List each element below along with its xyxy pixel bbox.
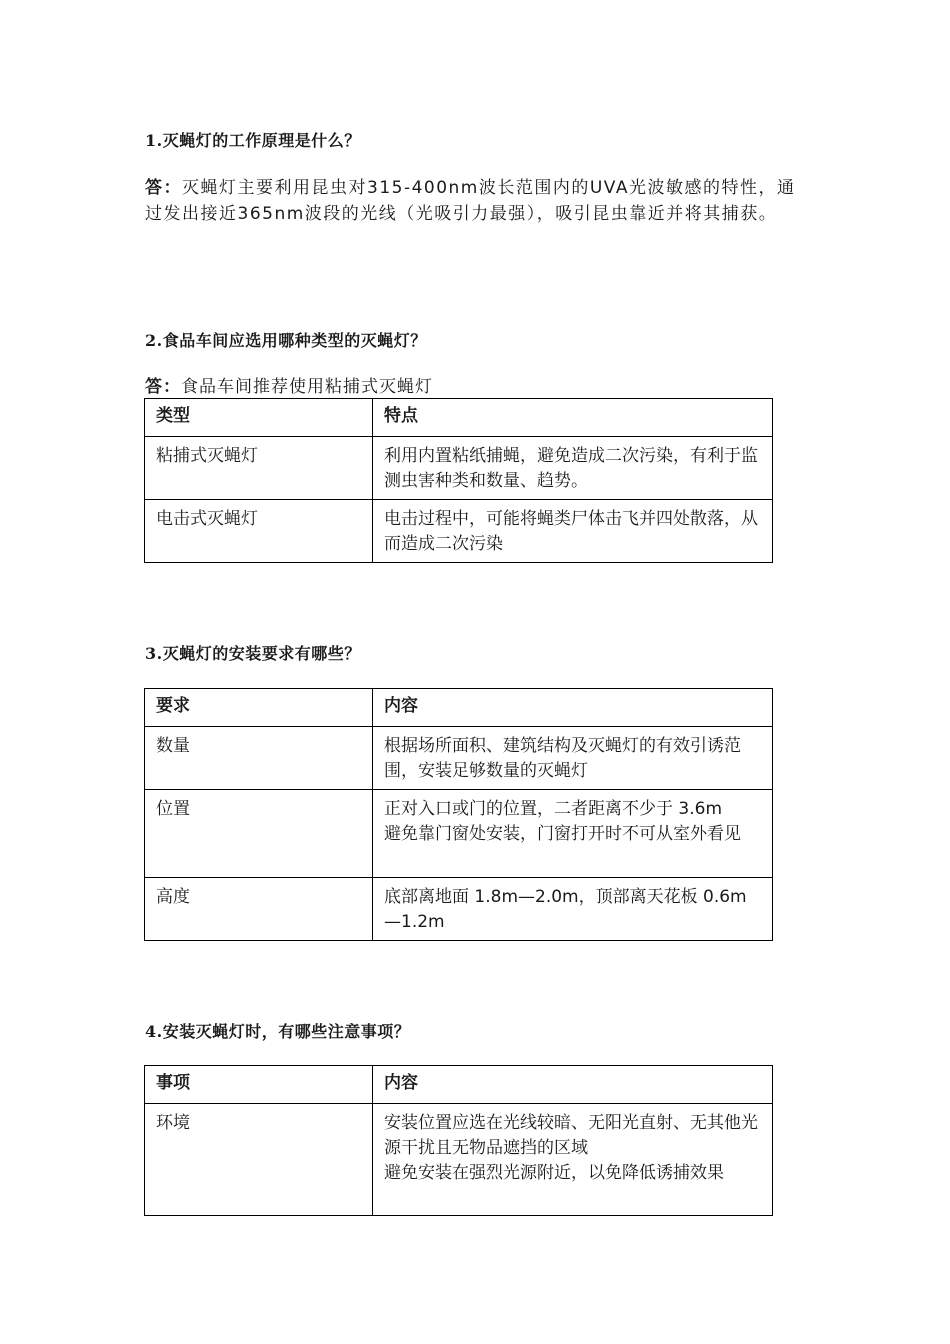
- table-header-row: [145, 1066, 773, 1104]
- table-header-cell: 事项: [145, 1066, 373, 1104]
- question-3: 3.灭蝇灯的安装要求有哪些？: [145, 644, 361, 663]
- table-cell: 粘捕式灭蝇灯: [145, 437, 373, 500]
- answer-label: 答：: [145, 178, 182, 198]
- table-cell: 位置: [145, 790, 373, 878]
- table-header-cell: 要求: [145, 689, 373, 727]
- installation-requirements-table: [144, 688, 773, 941]
- answer-text: 食品车间推荐使用粘捕式灭蝇灯: [181, 377, 433, 397]
- table-cell: 电击过程中，可能将蝇类尸体击飞并四处散落，从而造成二次污染: [373, 500, 773, 563]
- table-row: [145, 727, 773, 790]
- answer-text: 灭蝇灯主要利用昆虫对315-400nm波长范围内的UVA光波敏感的特性，通过发出接近365nm波段的光线（光吸引力最强），吸引昆虫靠近并将其捕获。: [145, 178, 796, 224]
- table-cell: 数量: [145, 727, 373, 790]
- question-2: 2.食品车间应选用哪种类型的灭蝇灯？: [145, 331, 427, 350]
- table-cell: [373, 790, 773, 878]
- table-row: [145, 790, 773, 878]
- table-header-row: [145, 689, 773, 727]
- table-header-cell: 内容: [373, 1066, 773, 1104]
- table-cell: 底部离地面 1.8m—2.0m，顶部离天花板 0.6m—1.2m: [373, 878, 773, 941]
- table-row: [145, 500, 773, 563]
- cell-line: 避免靠门窗处安装，门窗打开时不可从室外看见: [384, 824, 741, 844]
- table-cell: 利用内置粘纸捕蝇，避免造成二次污染，有利于监测虫害种类和数量、趋势。: [373, 437, 773, 500]
- table-cell: 根据场所面积、建筑结构及灭蝇灯的有效引诱范围，安装足够数量的灭蝇灯: [373, 727, 773, 790]
- table-cell: [373, 1104, 773, 1216]
- table-header-cell: 类型: [145, 399, 373, 437]
- table-header-row: [145, 399, 773, 437]
- table-header-cell: 内容: [373, 689, 773, 727]
- question-4: 4.安装灭蝇灯时，有哪些注意事项？: [145, 1022, 411, 1041]
- question-1: 1.灭蝇灯的工作原理是什么？: [145, 131, 361, 150]
- table-cell: 高度: [145, 878, 373, 941]
- installation-notes-table: [144, 1065, 773, 1216]
- table-row: [145, 437, 773, 500]
- cell-line: 正对入口或门的位置，二者距离不少于 3.6m: [384, 799, 722, 819]
- table-cell: 环境: [145, 1104, 373, 1216]
- table-header-cell: 特点: [373, 399, 773, 437]
- answer-2: [145, 374, 810, 400]
- answer-1: [145, 175, 810, 227]
- table-row: [145, 1104, 773, 1216]
- table-cell: 电击式灭蝇灯: [145, 500, 373, 563]
- answer-label: 答：: [145, 377, 181, 397]
- cell-line: 安装位置应选在光线较暗、无阳光直射、无其他光源干扰且无物品遮挡的区域: [384, 1113, 758, 1158]
- table-row: [145, 878, 773, 941]
- cell-line: 避免安装在强烈光源附近，以免降低诱捕效果: [384, 1163, 724, 1183]
- lamp-type-table: [144, 398, 773, 563]
